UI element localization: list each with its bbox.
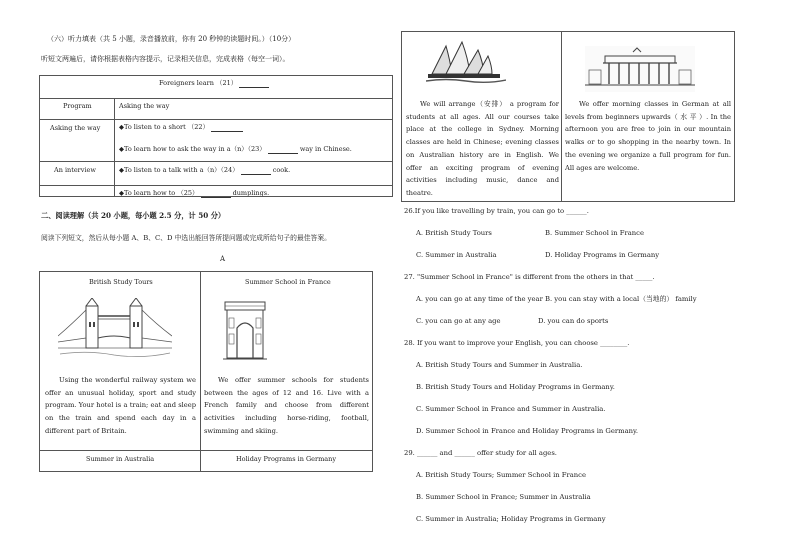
row-interview-label: An interview	[54, 166, 96, 174]
summer-school-france-text: We offer summer schools for students between the ages of 12 and 16. Live with a French family and choose from different activities including horse-riding, football, swimming and skiing.	[204, 376, 369, 435]
q27-option-d[interactable]: D. you can do sports	[538, 317, 609, 325]
q29-option-b[interactable]: B. Summer School in France; Summer in Australia	[416, 493, 591, 501]
table-last-row	[39, 185, 393, 197]
q29-stem: 29. ______ and ______ offer study for all ages.	[404, 449, 557, 457]
q28-option-d[interactable]: D. Summer School in France and Holiday Programs in Germany.	[416, 427, 639, 435]
arc-de-triomphe-icon	[223, 298, 267, 360]
blank-24[interactable]	[241, 168, 271, 175]
interview-line-2: ◆To learn how to （25） dumplings.	[119, 189, 270, 197]
q28-stem: 28. If you want to improve your English, you can choose ________.	[404, 339, 630, 347]
summer-australia-title: Summer in Australia	[86, 455, 155, 463]
q29-option-a[interactable]: A. British Study Tours; Summer School in France	[416, 471, 587, 479]
tower-bridge-icon	[58, 298, 172, 362]
reading-box	[39, 271, 373, 472]
sydney-opera-house-icon	[426, 40, 506, 84]
q26-stem: 26.If you like travelling by train, you can go to ______.	[404, 207, 589, 215]
q27-option-c[interactable]: C. you can go at any age	[416, 317, 501, 325]
british-study-tours-title: British Study Tours	[89, 278, 153, 286]
q26-option-a[interactable]: A. British Study Tours	[416, 229, 492, 237]
row-asking-label: Asking the way	[50, 124, 101, 132]
blank-23[interactable]	[268, 147, 298, 154]
top-right-box	[401, 31, 735, 202]
q27-option-ab[interactable]: A. you can go at any time of the year B. you can stay with a local（当地的） family	[416, 295, 697, 303]
table-title: Foreigners learn （21）	[159, 79, 269, 88]
q28-option-c[interactable]: C. Summer School in France and Summer in Australia.	[416, 405, 606, 413]
listening-table	[39, 75, 393, 197]
blank-21[interactable]	[239, 81, 269, 88]
q26-option-d[interactable]: D. Holiday Programs in Germany	[545, 251, 660, 259]
interview-line-1: ◆To listen to a talk with a（n）（24） cook.	[119, 166, 291, 174]
holiday-germany-text: We offer morning classes in German at all levels from beginners upwards（ 水 平 ）. In the afternoon you are free to join in our mountain walks or to go shopping in the nearby town. In the evening we organize a full program for fun. All ages are welcome.	[565, 100, 731, 172]
listening-header: （六）听力填表（共 5 小题，录音播放前，你有 20 秒钟的读题时间。）（10分）	[47, 35, 296, 43]
reading-instruction: 阅读下列短文，然后从每小题 A、B、C、D 中选出能回答所提问题或完成所给句子的最佳答案。	[41, 234, 331, 242]
asking-line-1: ◆To listen to a short （22）	[119, 123, 243, 132]
q27-stem: 27. "Summer School in France" is different from the others in that _____.	[404, 273, 655, 281]
reading-section-title: 二、阅读理解（共 20 小题，每小题 2.5 分，计 50 分）	[41, 211, 226, 220]
british-study-tours-text: Using the wonderful railway system we offer an unusual holiday, sport and study program. Your hotel is a train; eat and sleep on the train and spend each day in a different part of Britain.	[45, 376, 196, 435]
passage-label: A	[220, 255, 226, 263]
holiday-germany-title: Holiday Programs in Germany	[236, 455, 336, 463]
q26-option-c[interactable]: C. Summer in Australia	[416, 251, 497, 259]
q28-option-b[interactable]: B. British Study Tours and Holiday Programs in Germany.	[416, 383, 615, 391]
summer-australia-text: We will arrange（安排） a program for students at all ages. All our courses take place at the college in Sydney. Morning classes are held in Chinese; evening classes on Australian history are in English. We offer an exciting program of evening activities including music, dance and theatre.	[406, 100, 559, 197]
blank-22[interactable]	[211, 125, 243, 132]
row-program-label: Program	[63, 102, 92, 110]
q29-option-c[interactable]: C. Summer in Australia; Holiday Programs in Germany	[416, 515, 606, 523]
asking-line-2: ◆To learn how to ask the way in a（n）（23） way in Chinese.	[119, 145, 352, 153]
row-program-value: Asking the way	[119, 102, 170, 110]
brandenburg-gate-icon	[585, 46, 695, 92]
summer-school-france-title: Summer School in France	[245, 278, 331, 286]
q28-option-a[interactable]: A. British Study Tours and Summer in Australia.	[416, 361, 583, 369]
q26-option-b[interactable]: B. Summer School in France	[545, 229, 644, 237]
listening-instruction: 听短文两遍后，请你根据表格内容提示，记录相关信息，完成表格（每空一词）。	[41, 55, 290, 63]
